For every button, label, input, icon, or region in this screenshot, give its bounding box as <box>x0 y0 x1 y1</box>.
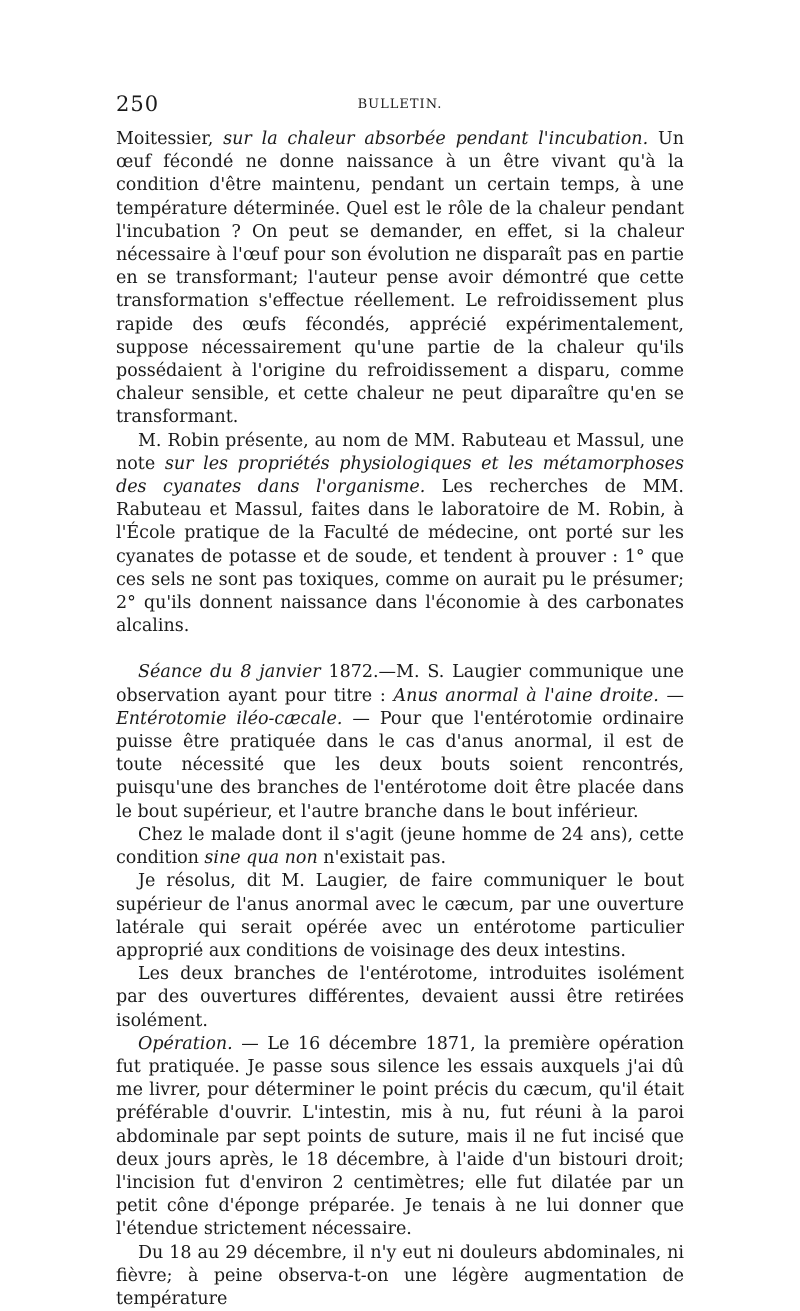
italic-text-run: sine qua non <box>204 848 318 869</box>
paragraph-resolus <box>116 870 684 963</box>
text-run: 1872.—M. S. Laugier communique une observation ayant pour titre : <box>116 662 684 706</box>
text-run: Chez le malade dont il s'agit (jeune homme de 24 ans), cette condition <box>116 824 684 869</box>
italic-text-run: Opération. <box>138 1033 233 1054</box>
italic-text-run: sur les propriétés physiologiques et les métamorphoses des cyanates dans l'organisme. <box>116 453 684 498</box>
text-run: — Le 16 décembre 1871, la première opération fut pratiquée. Je passe sous silence les essais auxquels j'ai dû me livrer, pour déterminer le point précis du cæcum, qu'il était préférable d'ouvrir. L'intestin, mis à nu, fut réuni à la paroi abdominale par sept points de suture, mais il ne fut incisé que deux jours après, le 18 décembre, à l'aide d'un bistouri droit; l'incision fut d'environ 2 centimètres; elle fut dilatée par un petit cône d'éponge préparée. Je tenais à ne lui donner que l'étendue strictement nécessaire. <box>116 1033 684 1240</box>
paragraph-branches <box>116 963 684 1033</box>
text-run: Moitessier, <box>116 129 224 149</box>
running-title: BULLETIN. <box>357 97 443 112</box>
text-run: M. Robin présente, au nom de MM. Rabuteau et Massul, une note <box>116 430 684 474</box>
paragraph-moitessier <box>116 128 684 430</box>
text-run: — Pour que l'entérotomie ordinaire puisse être pratiquée dans le cas d'anus anormal, il est de toute nécessité que les deux bouts soient rencontrés, puisqu'une des branches de l'entérotome doit être placée dans le bout supérieur, et l'autre branche dans le bout inférieur. <box>116 708 684 822</box>
body-text <box>116 128 684 1311</box>
italic-text-run: sur la chaleur absorbée pendant l'incubation. <box>223 129 649 149</box>
paragraph-malade <box>116 824 684 870</box>
italic-text-run: Séance du 8 janvier <box>138 662 321 683</box>
text-run: Du 18 au 29 décembre, il n'y eut ni douleurs abdominales, ni fièvre; à peine observa-t-on une légère augmentation de température <box>116 1242 684 1309</box>
page-header <box>116 92 684 120</box>
text-run: Un œuf fécondé ne donne naissance à un être vivant qu'à la condition d'être maintenu, pendant un certain temps, à une température déterminée. Quel est le rôle de la chaleur pendant l'incubation ? On peut se demander, en effet, si la chaleur nécessaire à l'œuf pour son évolution ne disparaît pas en partie en se transformant; l'auteur pense avoir démontré que cette transformation s'effectue réellement. Le refroidissement plus rapide des œufs fécondés, apprécié expérimentalement, suppose nécessairement qu'une partie de la chaleur qu'ils possédaient à l'origine du refroidissement a disparu, comme chaleur sensible, et cette chaleur ne peut diparaître qu'en se transformant. <box>116 129 684 428</box>
text-run: Les recherches de MM. Rabuteau et Massul, faites dans le laboratoire de M. Robin, à l'École pratique de la Faculté de médecine, ont porté sur les cyanates de potasse et de soude, et tendent à prouver : 1° que ces sels ne sont pas toxiques, comme on aurait pu le présumer; 2° qu'ils donnent naissance dans l'économie à des carbonates alcalins. <box>116 477 684 637</box>
page-number: 250 <box>116 92 160 116</box>
text-run: Les deux branches de l'entérotome, introduites isolément par des ouvertures différentes, devaient aussi être retirées isolément. <box>116 964 684 1031</box>
paragraph-seance-laugier <box>116 661 684 823</box>
italic-text-run: Anus anormal à l'aine droite. — Entérotomie iléo-cæcale. <box>116 685 684 729</box>
text-run: Je résolus, dit M. Laugier, de faire communiquer le bout supérieur de l'anus anormal avec le cæcum, par une ouverture latérale qui serait opérée avec un entérotome particulier approprié aux conditions de voisinage des deux intestins. <box>116 871 684 961</box>
paragraph-decembre <box>116 1242 684 1311</box>
text-run: n'existait pas. <box>317 848 447 869</box>
paragraph-operation <box>116 1033 684 1242</box>
paragraph-robin <box>116 430 684 639</box>
